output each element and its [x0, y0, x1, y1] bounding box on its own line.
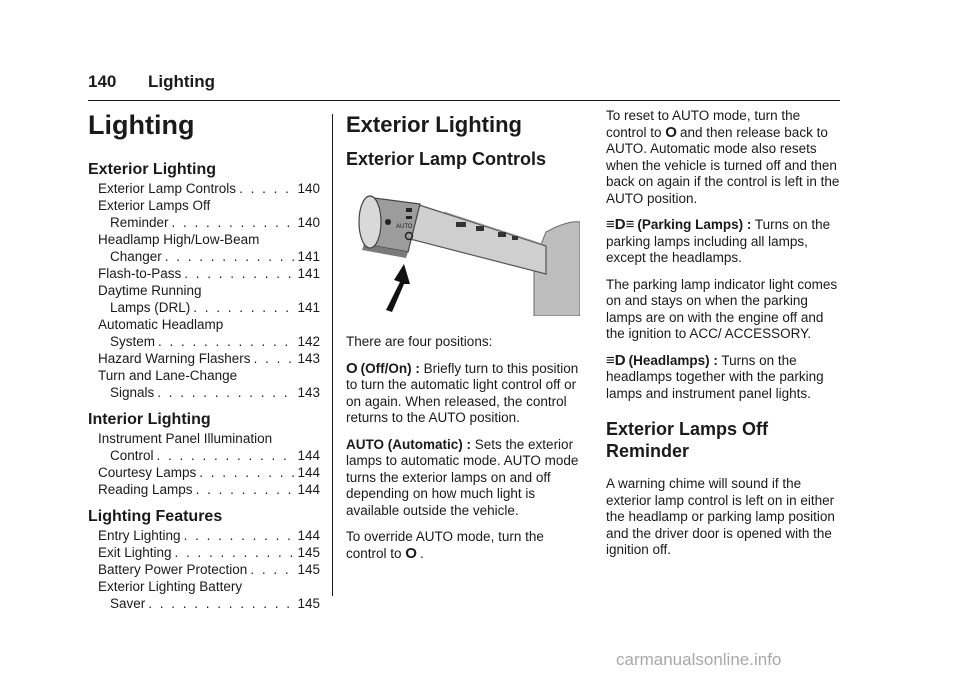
off-on-text: Briefly turn to this position to turn the automatic light control off or on again. When released, the control returns to the AUTO position. — [346, 360, 579, 425]
toc-entry-line — [98, 595, 320, 612]
power-icon: O — [665, 123, 677, 141]
toc-page-number: 144 — [297, 465, 320, 480]
toc-leader-dots — [157, 447, 295, 464]
auto-text: Sets the exterior lamps to automatic mode. AUTO mode turns the exterior lamps on and off depending on how much light is available outside the vehicle. — [346, 436, 579, 518]
toc-entry-line — [98, 561, 320, 578]
headlamps-label: (Headlamps) : — [628, 352, 718, 368]
toc-leader-dots — [193, 299, 294, 316]
lamp-control-illustration — [346, 192, 580, 316]
reset-text-1: To reset to AUTO mode, turn the control to — [606, 108, 801, 140]
toc-entry-title: Signals — [110, 385, 155, 400]
toc-section-heading: Interior Lighting — [88, 411, 211, 428]
toc-entry[interactable] — [88, 265, 320, 282]
chapter-name: Lighting — [148, 72, 216, 91]
toc-entry-title: Exterior Lamp Controls — [98, 181, 237, 196]
section-title: Exterior Lighting — [346, 112, 522, 137]
toc-entry-title: Daytime Running — [98, 283, 202, 298]
reminder-text: A warning chime will sound if the exterior lamp control is left on in either the headlamp or parking lamp position and the driver door is opened with the ignition off. — [606, 476, 835, 557]
toc-leader-dots — [184, 265, 294, 282]
toc-leader-dots — [148, 595, 294, 612]
toc-entry-line — [98, 180, 320, 197]
watermark: carmanualsonline.info — [616, 650, 782, 669]
parking-lamps-icon: ≡D≡ — [606, 216, 635, 233]
toc-entry-line — [98, 214, 320, 231]
toc-entry-title: Turn and Lane-Change — [98, 368, 238, 383]
toc-page-number: 141 — [297, 300, 320, 315]
toc-entry-title: Instrument Panel Illumination — [98, 431, 273, 446]
headlamps-text: Turns on the headlamps together with the parking lamps and instrument panel lights. — [606, 352, 824, 401]
toc-page-number: 145 — [297, 545, 320, 560]
subsection-title: Exterior Lamp Controls — [346, 149, 547, 169]
figure-auto-label: AUTO — [396, 224, 413, 230]
toc-entry-line — [98, 316, 320, 333]
toc-entry-title: Exit Lighting — [98, 545, 172, 560]
toc-page-number: 144 — [297, 448, 320, 463]
toc-leader-dots — [158, 333, 294, 350]
toc-entry[interactable] — [88, 578, 320, 612]
lamp-control-figure — [346, 192, 580, 316]
toc-entry-line — [98, 299, 320, 316]
toc-section — [88, 161, 320, 401]
toc-leader-dots — [184, 527, 295, 544]
toc-leader-dots — [172, 214, 295, 231]
power-icon: O — [405, 544, 417, 562]
headlamps-description — [606, 353, 840, 403]
toc-leader-dots — [157, 384, 294, 401]
toc-leader-dots — [175, 544, 295, 561]
toc-entry[interactable] — [88, 430, 320, 464]
toc-entry-line — [98, 527, 320, 544]
toc-entry[interactable] — [88, 481, 320, 498]
toc-entry-line — [98, 265, 320, 282]
toc-entry[interactable] — [88, 527, 320, 544]
toc-entry-title: Changer — [110, 249, 162, 264]
toc-leader-dots — [196, 481, 295, 498]
toc-entry-line — [98, 430, 320, 447]
toc-leader-dots — [199, 464, 294, 481]
toc-entry[interactable] — [88, 231, 320, 265]
toc-entry-title: Lamps (DRL) — [110, 300, 191, 315]
toc-sections — [88, 161, 320, 612]
toc-entry[interactable] — [88, 180, 320, 197]
override-end: . — [419, 545, 424, 561]
toc-entry[interactable] — [88, 367, 320, 401]
toc-leader-dots — [250, 561, 294, 578]
auto-description — [346, 437, 580, 520]
toc-page-number: 142 — [297, 334, 320, 349]
toc-entry-line — [98, 231, 320, 248]
toc-entry-line — [98, 367, 320, 384]
toc-entry-title: Reading Lamps — [98, 482, 193, 497]
auto-label: AUTO (Automatic) : — [346, 436, 471, 452]
page-number: 140 — [88, 72, 117, 91]
toc-page-number: 143 — [297, 351, 320, 366]
override-description — [346, 529, 580, 562]
toc-page-number: 140 — [297, 181, 320, 196]
toc-section-heading: Lighting Features — [88, 508, 223, 525]
toc-entry-line — [98, 248, 320, 265]
toc-entry-line — [98, 282, 320, 299]
toc-entry-line — [98, 544, 320, 561]
off-on-description — [346, 361, 580, 427]
toc-entry-title: Battery Power Protection — [98, 562, 248, 577]
header-rule — [88, 100, 840, 101]
toc-entry-title: Entry Lighting — [98, 528, 181, 543]
toc-entry-line — [98, 384, 320, 401]
toc-entry-title: Hazard Warning Flashers — [98, 351, 251, 366]
toc-leader-dots — [239, 180, 294, 197]
toc-entry[interactable] — [88, 316, 320, 350]
parking-lamps-description — [606, 217, 840, 267]
toc-entry-title: System — [110, 334, 156, 349]
toc-entry-line — [98, 333, 320, 350]
reset-description — [606, 108, 840, 207]
toc-entry-line — [98, 447, 320, 464]
toc-entry-title: Flash-to-Pass — [98, 266, 182, 281]
toc-section — [88, 508, 320, 612]
toc-entry-title: Automatic Headlamp — [98, 317, 224, 332]
toc-page-number: 145 — [297, 596, 320, 611]
column-divider — [332, 114, 333, 596]
toc-entry-line — [98, 578, 320, 595]
toc-page-number: 145 — [297, 562, 320, 577]
toc-page-number: 144 — [297, 528, 320, 543]
content-column-3 — [606, 108, 840, 569]
parking-lamps-label: (Parking Lamps) : — [637, 217, 752, 232]
running-header — [88, 72, 215, 92]
toc-leader-dots — [165, 248, 295, 265]
override-text: To override AUTO mode, turn the control to — [346, 529, 544, 561]
toc-entry[interactable] — [88, 350, 320, 367]
toc-section — [88, 411, 320, 498]
toc-entry-title: Courtesy Lamps — [98, 465, 197, 480]
chapter-title: Lighting — [88, 110, 195, 140]
toc-entry-title: Reminder — [110, 215, 169, 230]
toc-page-number: 141 — [297, 266, 320, 281]
toc-entry-line — [98, 350, 320, 367]
toc-entry[interactable] — [88, 464, 320, 481]
toc-page-number: 141 — [297, 249, 320, 264]
toc-entry-title: Headlamp High/Low-Beam — [98, 232, 260, 247]
chapter-toc — [88, 108, 320, 622]
parking-lamps-text: Turns on the parking lamps including all lamps, except the headlamps. — [606, 217, 831, 265]
toc-entry[interactable] — [88, 544, 320, 561]
positions-intro: There are four positions: — [346, 334, 493, 349]
content-column-2 — [346, 108, 580, 572]
toc-entry-line — [98, 464, 320, 481]
toc-entry[interactable] — [88, 282, 320, 316]
reset-text-2: and then release back to AUTO. Automatic mode also resets when the vehicle is turned off and then back on again if the control is left in the AUTO position. — [606, 124, 840, 206]
off-on-label: (Off/On) : — [360, 360, 420, 376]
toc-entry-title: Saver — [110, 596, 146, 611]
parking-indicator-text: The parking lamp indicator light comes on and stays on when the parking lamps are on with the engine off and the ignition to ACC/ ACCESSORY. — [606, 276, 838, 341]
toc-entry-title: Exterior Lighting Battery — [98, 579, 243, 594]
toc-leader-dots — [254, 350, 295, 367]
toc-entry[interactable] — [88, 561, 320, 578]
toc-entry-title: Exterior Lamps Off — [98, 198, 211, 213]
toc-page-number: 143 — [297, 385, 320, 400]
toc-page-number: 140 — [297, 215, 320, 230]
toc-entry-line — [98, 481, 320, 498]
toc-section-heading: Exterior Lighting — [88, 161, 216, 178]
headlamps-icon: ≡D — [606, 351, 626, 369]
toc-entry-title: Control — [110, 448, 154, 463]
toc-entry[interactable] — [88, 197, 320, 231]
toc-page-number: 144 — [297, 482, 320, 497]
toc-entry-line — [98, 197, 320, 214]
power-icon: O — [346, 359, 358, 377]
reminder-title: Exterior Lamps Off Reminder — [606, 419, 769, 461]
